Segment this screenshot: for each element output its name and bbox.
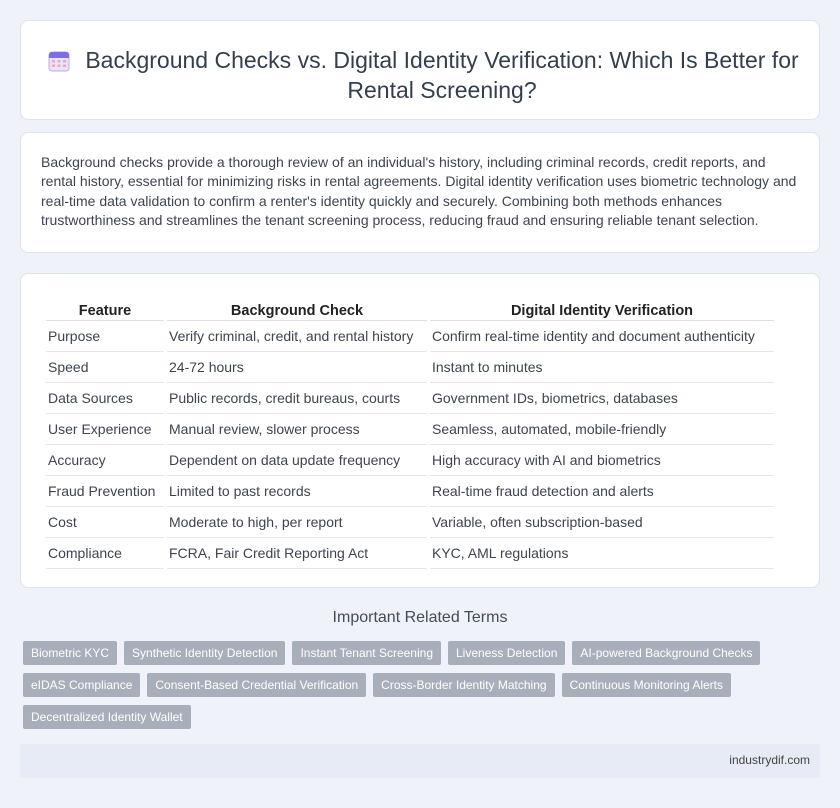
footer	[20, 744, 820, 778]
comparison-table	[43, 296, 777, 569]
table-row	[46, 383, 774, 414]
related-term-tag[interactable]: eIDAS Compliance	[23, 673, 140, 697]
related-term-tag[interactable]: Liveness Detection	[448, 641, 565, 665]
footer-site-link[interactable]: industrydif.com	[729, 753, 810, 767]
background-check-cell: FCRA, Fair Credit Reporting Act	[167, 538, 427, 569]
header-digital-identity: Digital Identity Verification	[430, 296, 774, 321]
comparison-card	[20, 273, 820, 588]
related-term-tag[interactable]: Consent-Based Credential Verification	[147, 673, 366, 697]
feature-cell: Data Sources	[46, 383, 164, 414]
digital-identity-cell: Instant to minutes	[430, 352, 774, 383]
table-row	[46, 321, 774, 352]
table-row	[46, 507, 774, 538]
related-term-tag[interactable]: Biometric KYC	[23, 641, 117, 665]
digital-identity-cell: Confirm real-time identity and document authenticity	[430, 321, 774, 352]
related-term-tag[interactable]: AI-powered Background Checks	[572, 641, 760, 665]
table-row	[46, 414, 774, 445]
feature-cell: Accuracy	[46, 445, 164, 476]
related-term-tag[interactable]: Continuous Monitoring Alerts	[562, 673, 731, 697]
title-card	[20, 20, 820, 120]
calendar-icon	[47, 49, 71, 73]
feature-cell: User Experience	[46, 414, 164, 445]
table-row	[46, 445, 774, 476]
feature-cell: Compliance	[46, 538, 164, 569]
feature-cell: Cost	[46, 507, 164, 538]
digital-identity-cell: High accuracy with AI and biometrics	[430, 445, 774, 476]
background-check-cell: 24-72 hours	[167, 352, 427, 383]
background-check-cell: Limited to past records	[167, 476, 427, 507]
intro-paragraph: Background checks provide a thorough review of an individual's history, including criminal records, credit reports, and rental history, essential for minimizing risks in rental agreements. Digital identity verification uses biometric technology and real-time data validation to confirm a renter's identity quickly and securely. Combining both methods enhances trustworthiness and streamlines the tenant screening process, reducing fraud and ensuring reliable tenant selection.	[41, 154, 797, 229]
background-check-cell: Manual review, slower process	[167, 414, 427, 445]
related-terms-list	[23, 641, 783, 729]
table-header-row	[46, 296, 774, 321]
related-term-tag[interactable]: Instant Tenant Screening	[292, 641, 441, 665]
related-terms-heading: Important Related Terms	[332, 609, 508, 626]
table-row	[46, 352, 774, 383]
table-row	[46, 476, 774, 507]
page-title: Background Checks vs. Digital Identity Verification: Which Is Better for Rental Screening?	[85, 47, 799, 103]
background-check-cell: Public records, credit bureaus, courts	[167, 383, 427, 414]
digital-identity-cell: Seamless, automated, mobile-friendly	[430, 414, 774, 445]
intro-card	[20, 132, 820, 253]
background-check-cell: Verify criminal, credit, and rental history	[167, 321, 427, 352]
feature-cell: Fraud Prevention	[46, 476, 164, 507]
digital-identity-cell: KYC, AML regulations	[430, 538, 774, 569]
title-wrap	[47, 45, 807, 105]
header-background-check: Background Check	[167, 296, 427, 321]
feature-cell: Purpose	[46, 321, 164, 352]
background-check-cell: Moderate to high, per report	[167, 507, 427, 538]
related-term-tag[interactable]: Synthetic Identity Detection	[124, 641, 285, 665]
digital-identity-cell: Real-time fraud detection and alerts	[430, 476, 774, 507]
digital-identity-cell: Variable, often subscription-based	[430, 507, 774, 538]
feature-cell: Speed	[46, 352, 164, 383]
related-term-tag[interactable]: Cross-Border Identity Matching	[373, 673, 554, 697]
header-feature: Feature	[46, 296, 164, 321]
background-check-cell: Dependent on data update frequency	[167, 445, 427, 476]
digital-identity-cell: Government IDs, biometrics, databases	[430, 383, 774, 414]
table-row	[46, 538, 774, 569]
related-term-tag[interactable]: Decentralized Identity Wallet	[23, 705, 191, 729]
